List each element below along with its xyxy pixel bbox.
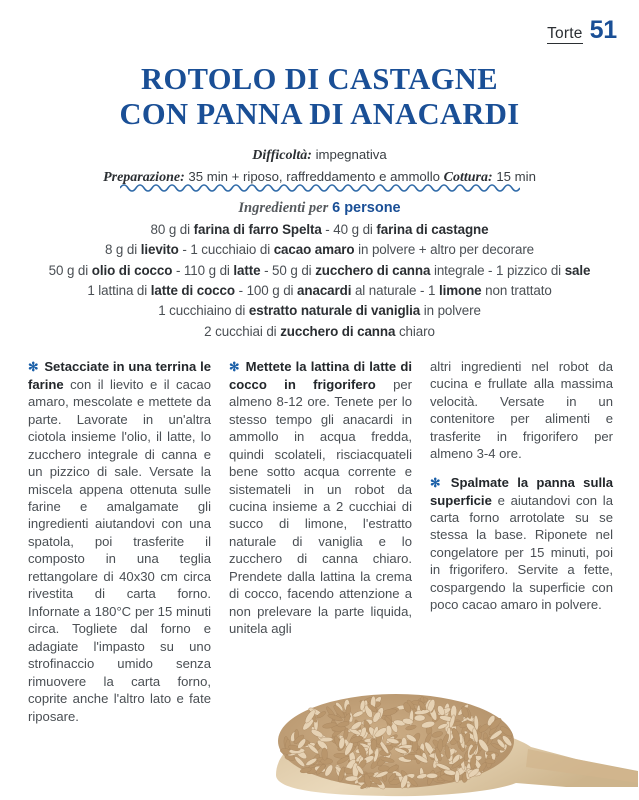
- difficulty-line: [0, 145, 639, 167]
- cook-value: 15 min: [496, 168, 536, 184]
- paragraph-text: con il lievito e il cacao amaro, mescolate e mettete da parte. Lavorate in un'altra ciotola insieme l'olio, il latte, lo zucchero integrale di canna e un pizzico di sale. Versate la miscela appena ottenuta sulle farine e amalgamate gli ingredienti aiutandovi con una spatola, poi trasferite il composto in una teglia rettangolare di 40x30 cm circa rivestita di carta forno. Infornate a 180°C per 15 minuti circa. Togliete dal forno e adagiate l'impasto su uno strofinaccio umido senza rimuovere la carta forno, coprite anche l'altro lato e fate riposare.: [28, 376, 211, 724]
- ingredients-list: [0, 220, 639, 342]
- paragraph-text: per almeno 8-12 ore. Tenete per lo stesso tempo gli anacardi in ammollo in acqua fredda, quindi scolateli, risciacquateli bene sotto acqua corrente e sistemateli in un robot da cucina insieme a 2 cucchiai di succo di limone, l'estratto naturale di vaniglia e lo zucchero di canna chiaro. Prendete dalla lattina la crema di cocco, facendo attenzione a non prelevare la parte liquida, unitela agli: [229, 376, 412, 637]
- paragraph-text: altri ingredienti nel robot da cucina e frullate alla massima velocità. Versate in un contenitore per alimenti e trasferite in frigorifero per almeno 3-4 ore.: [430, 359, 613, 462]
- section-label: Torte: [547, 25, 583, 42]
- ingredient-line: 1 lattina di latte di cocco - 100 g di anacardi al naturale - 1 limone non trattato: [87, 282, 552, 298]
- page-number: 51: [589, 16, 617, 44]
- ingredient-line: 8 g di lievito - 1 cucchiaio di cacao amaro in polvere + altro per decorare: [104, 242, 535, 258]
- prep-label: Preparazione:: [103, 169, 185, 185]
- paragraph-text: e aiutandovi con la carta forno arrotolate su se stessa la base. Riponete nel congelatore per 15 minuti, poi in frigorifero. Servite a fette, cospargendo la superficie con poco cacao amaro in polvere.: [430, 492, 613, 613]
- body-column: [28, 358, 211, 725]
- body-paragraph: [430, 358, 613, 463]
- ingredient-line: 80 g di farina di farro Spelta - 40 g di farina di castagne: [150, 221, 489, 237]
- body-paragraph: [229, 358, 412, 638]
- ingredients-block: [0, 197, 639, 342]
- prep-value: 35 min + riposo, raffreddamento e ammollo: [188, 168, 440, 184]
- cook-label: Cottura:: [443, 169, 493, 185]
- paragraph-lead: Setacciate in una terrina le farine: [28, 359, 211, 392]
- bullet-star-icon: ✻: [430, 475, 441, 490]
- recipe-photo: [246, 663, 639, 800]
- paragraph-lead: Mettete la lattina di latte di cocco in frigorifero: [229, 359, 412, 392]
- body-paragraph: [430, 474, 613, 614]
- paragraph-lead: Spalmate la panna sulla superficie: [430, 474, 613, 508]
- title-line-1: ROTOLO DI CASTAGNE: [141, 62, 498, 96]
- recipe-title: [0, 62, 639, 133]
- wavy-divider: [120, 180, 520, 193]
- difficulty-value: impegnativa: [315, 147, 387, 162]
- ingredients-servings: 6 persone: [332, 200, 401, 216]
- difficulty-label: Difficoltà:: [252, 148, 312, 163]
- bullet-star-icon: ✻: [229, 360, 240, 374]
- ingredient-line: 2 cucchiai di zucchero di canna chiaro: [204, 323, 435, 339]
- bullet-star-icon: ✻: [28, 360, 39, 374]
- ingredients-heading: [0, 197, 639, 220]
- ingredient-line: 50 g di olio di cocco - 110 g di latte - 50 g di zucchero di canna integrale - 1 pizzico di sale: [48, 262, 591, 278]
- page-header: [547, 18, 617, 44]
- ingredients-label: Ingredienti per: [238, 200, 329, 216]
- body-paragraph: [28, 358, 211, 725]
- title-line-2: CON PANNA DI ANACARDI: [119, 97, 520, 132]
- ingredient-line: 1 cucchiaino di estratto naturale di vaniglia in polvere: [158, 303, 481, 319]
